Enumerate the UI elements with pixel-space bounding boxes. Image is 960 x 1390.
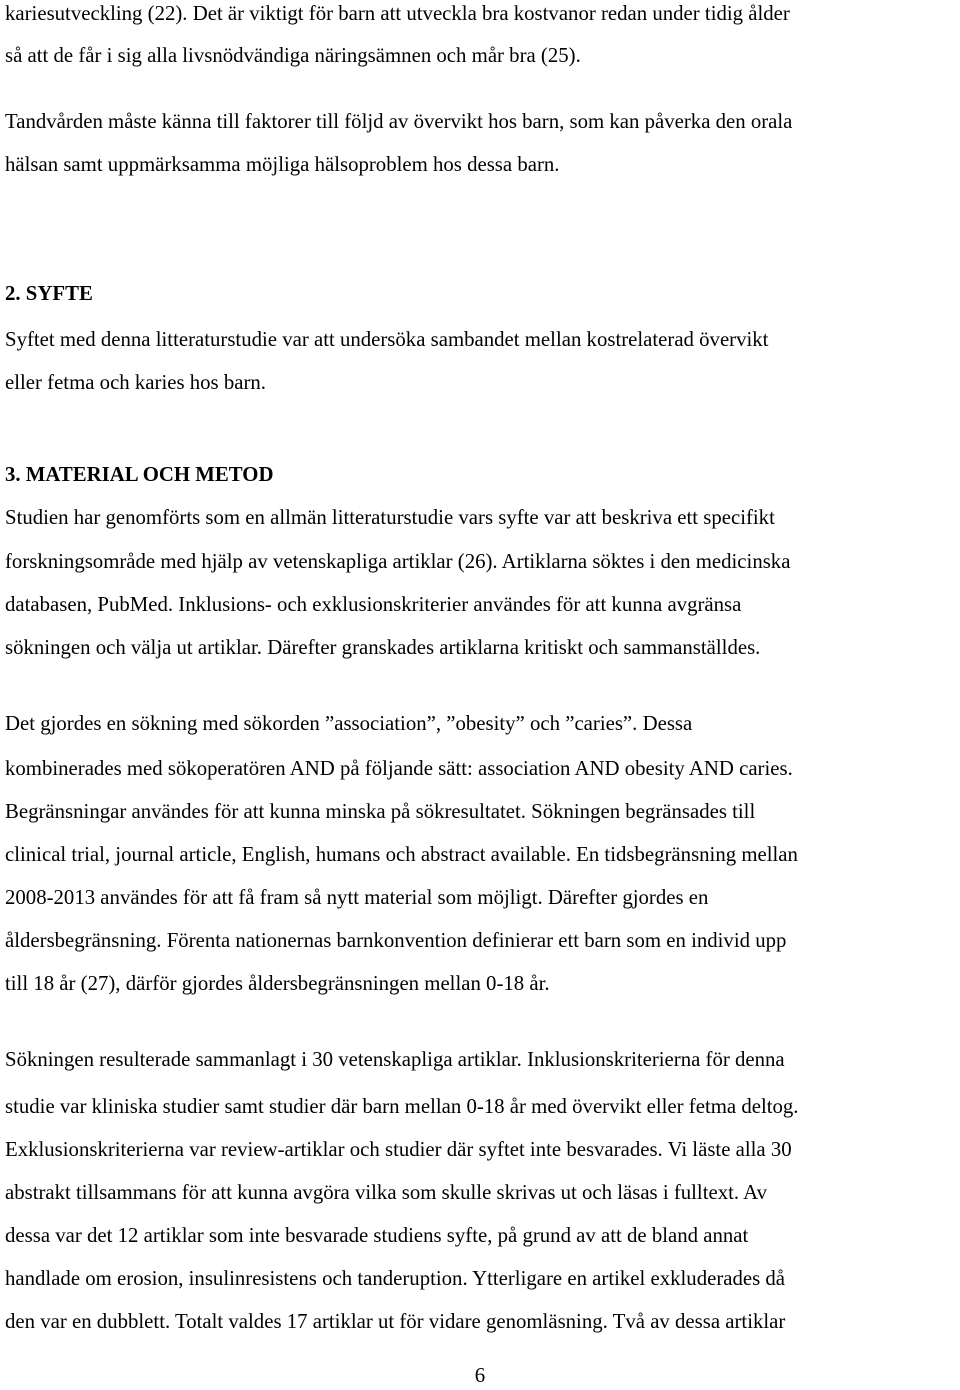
page-number: 6	[474, 1364, 486, 1387]
section-heading-material-och-metod: 3. MATERIAL OCH METOD	[5, 463, 274, 486]
body-text-line: 2008-2013 användes för att få fram så nytt material som möjligt. Därefter gjordes en	[5, 886, 709, 909]
body-text-line: Exklusionskriterierna var review-artiklar och studier där syftet inte besvarades. Vi läste alla 30	[5, 1138, 792, 1161]
body-text-line: Studien har genomförts som en allmän litteraturstudie vars syfte var att beskriva ett specifikt	[5, 506, 775, 529]
body-text-line: till 18 år (27), därför gjordes åldersbegränsningen mellan 0-18 år.	[5, 972, 550, 995]
body-text-line: sökningen och välja ut artiklar. Därefter granskades artiklarna kritiskt och sammanställdes.	[5, 636, 761, 659]
body-text-line: kariesutveckling (22). Det är viktigt för barn att utveckla bra kostvanor redan under tidig ålder	[5, 2, 790, 25]
body-text-line: forskningsområde med hjälp av vetenskapliga artiklar (26). Artiklarna söktes i den medicinska	[5, 550, 791, 573]
body-text-line: åldersbegränsning. Förenta nationernas barnkonvention definierar ett barn som en individ upp	[5, 929, 787, 952]
body-text-line: Sökningen resulterade sammanlagt i 30 vetenskapliga artiklar. Inklusionskriterierna för denna	[5, 1048, 785, 1071]
body-text-line: hälsan samt uppmärksamma möjliga hälsoproblem hos dessa barn.	[5, 153, 560, 176]
body-text-line: abstrakt tillsammans för att kunna avgöra vilka som skulle skrivas ut och läsas i fulltext. Av	[5, 1181, 768, 1204]
section-heading-syfte: 2. SYFTE	[5, 282, 93, 305]
body-text-line: den var en dubblett. Totalt valdes 17 artiklar ut för vidare genomläsning. Två av dessa artiklar	[5, 1310, 786, 1333]
document-page	[5, 0, 960, 1386]
body-text-line: databasen, PubMed. Inklusions- och exklusionskriterier användes för att kunna avgränsa	[5, 593, 742, 616]
body-text-line: så att de får i sig alla livsnödvändiga näringsämnen och mår bra (25).	[5, 44, 581, 67]
body-text-line: studie var kliniska studier samt studier där barn mellan 0-18 år med övervikt eller fetma deltog.	[5, 1095, 799, 1118]
body-text-line: kombinerades med sökoperatören AND på följande sätt: association AND obesity AND caries.	[5, 757, 793, 780]
body-text-line: dessa var det 12 artiklar som inte besvarade studiens syfte, på grund av att de bland annat	[5, 1224, 749, 1247]
body-text-line: handlade om erosion, insulinresistens och tanderuption. Ytterligare en artikel exkluderades då	[5, 1267, 786, 1290]
body-text-line: Begränsningar användes för att kunna minska på sökresultatet. Sökningen begränsades till	[5, 800, 756, 823]
body-text-line: Syftet med denna litteraturstudie var att undersöka sambandet mellan kostrelaterad övervikt	[5, 328, 769, 351]
body-text-line: Det gjordes en sökning med sökorden ”association”, ”obesity” och ”caries”. Dessa	[5, 712, 693, 735]
body-text-line: clinical trial, journal article, English, humans och abstract available. En tidsbegränsning mellan	[5, 843, 798, 866]
body-text-line: eller fetma och karies hos barn.	[5, 371, 267, 394]
body-text-line: Tandvården måste känna till faktorer till följd av övervikt hos barn, som kan påverka den orala	[5, 110, 793, 133]
